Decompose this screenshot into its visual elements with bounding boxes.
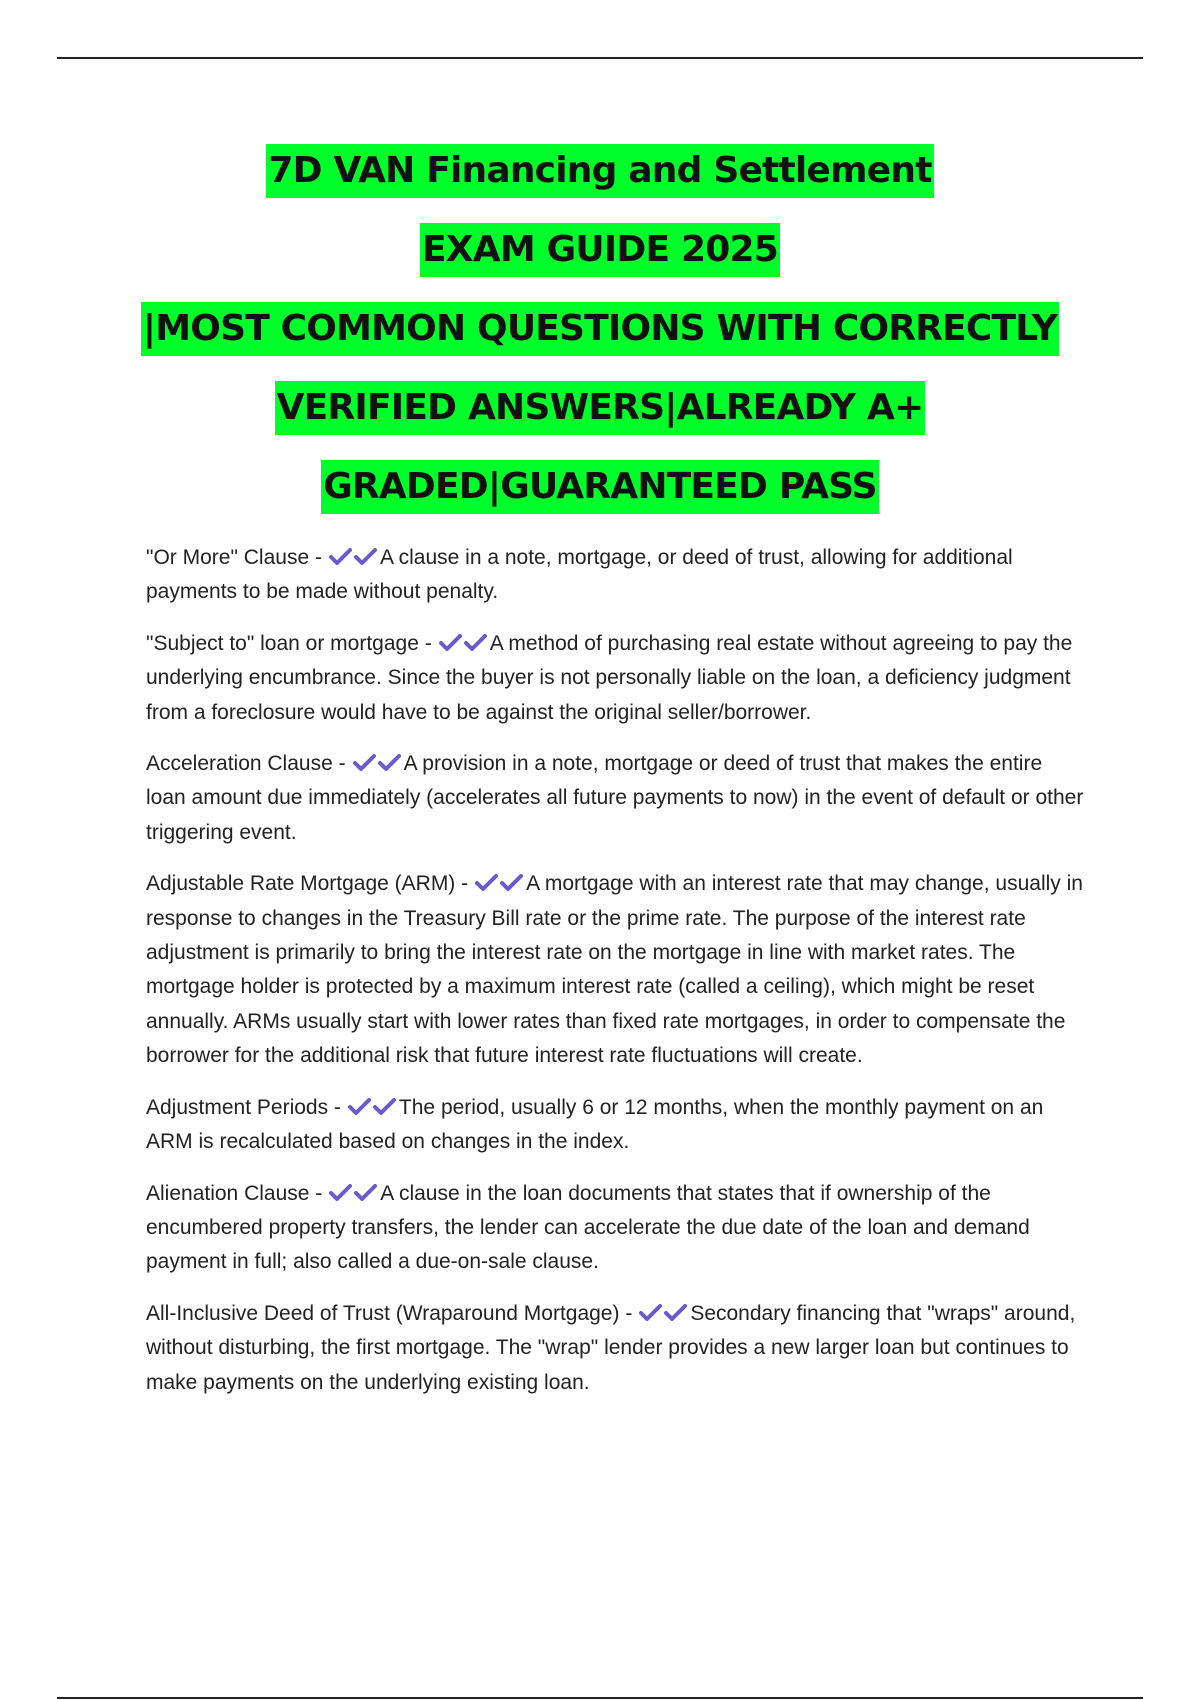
check-icon [328, 547, 353, 567]
glossary-entry-arm [146, 867, 1086, 1073]
check-icon [372, 1097, 397, 1117]
term: Alienation Clause - [146, 1181, 323, 1205]
answer-checks [347, 1096, 397, 1119]
title-line-4: VERIFIED ANSWERS|ALREADY A+ [0, 381, 1200, 460]
answer-checks [352, 752, 402, 775]
definition: A provision in a note, mortgage or deed of trust that makes the entire loan amount due immediately (accelerates all future payments to now) in the event of default or other triggering event. [146, 752, 1084, 844]
term: Adjustment Periods - [146, 1095, 341, 1119]
definition: A clause in the loan documents that states that if ownership of the encumbered property transfers, the lender can accelerate the due date of the loan and demand payment in full; also called a due-on-sale clause. [146, 1181, 1030, 1274]
term: "Subject to" loan or mortgage - [146, 631, 432, 655]
check-icon [353, 547, 378, 567]
term: Acceleration Clause - [146, 752, 346, 776]
answer-checks [638, 1302, 688, 1325]
check-icon [499, 873, 524, 893]
glossary-entry-adjustment-periods [146, 1091, 1086, 1160]
glossary-entry-alienation-clause [146, 1177, 1086, 1280]
bottom-rule [57, 1697, 1143, 1699]
title-line-2: EXAM GUIDE 2025 [0, 223, 1200, 302]
top-rule [57, 57, 1143, 59]
answer-checks [438, 632, 488, 655]
definition: The period, usually 6 or 12 months, when the monthly payment on an ARM is recalculated based on changes in the index. [146, 1095, 1044, 1154]
check-icon [352, 753, 377, 773]
check-icon [347, 1097, 372, 1117]
term: Adjustable Rate Mortgage (ARM) - [146, 872, 469, 896]
check-icon [377, 753, 402, 773]
check-icon [474, 873, 499, 893]
check-icon [353, 1183, 378, 1203]
term: "Or More" Clause - [146, 546, 322, 569]
check-icon [663, 1303, 688, 1323]
answer-checks [328, 546, 378, 569]
title-line-5: GRADED|GUARANTEED PASS [0, 460, 1200, 539]
glossary-list [146, 541, 1086, 1417]
glossary-entry-acceleration-clause [146, 747, 1086, 850]
definition: A mortgage with an interest rate that may change, usually in response to changes in the Treasury Bill rate or the prime rate. The purpose of the interest rate adjustment is primarily to bring the interest rate on the mortgage in line with market rates. The mortgage holder is protected by a maximum interest rate (called a ceiling), which might be reset annually. ARMs usually start with lower rates than fixed rate mortgages, in order to compensate the borrower for the additional risk that future interest rate fluctuations will create. [146, 872, 1083, 1068]
definition: A clause in a note, mortgage, or deed of trust, allowing for additional payments to be made without penalty. [146, 546, 1013, 604]
definition: Secondary financing that "wraps" around, without disturbing, the first mortgage. The "wrap" lender provides a new larger loan but continues to make payments on the underlying existing loan. [146, 1301, 1076, 1394]
document-title [0, 144, 1200, 539]
glossary-entry-all-inclusive-deed [146, 1297, 1086, 1400]
answer-checks [474, 872, 524, 895]
glossary-entry-subject-to [146, 627, 1086, 730]
check-icon [463, 633, 488, 653]
glossary-entry-or-more-clause [146, 541, 1086, 610]
check-icon [328, 1183, 353, 1203]
term: All-Inclusive Deed of Trust (Wraparound Mortgage) - [146, 1301, 633, 1325]
check-icon [438, 633, 463, 653]
check-icon [638, 1303, 663, 1323]
definition: A method of purchasing real estate without agreeing to pay the underlying encumbrance. Since the buyer is not personally liable on the loan, a deficiency judgment from a foreclosure would have to be against the original seller/borrower. [146, 631, 1073, 724]
title-line-3: |MOST COMMON QUESTIONS WITH CORRECTLY [0, 302, 1200, 381]
answer-checks [328, 1182, 378, 1205]
title-line-1: 7D VAN Financing and Settlement [0, 144, 1200, 223]
